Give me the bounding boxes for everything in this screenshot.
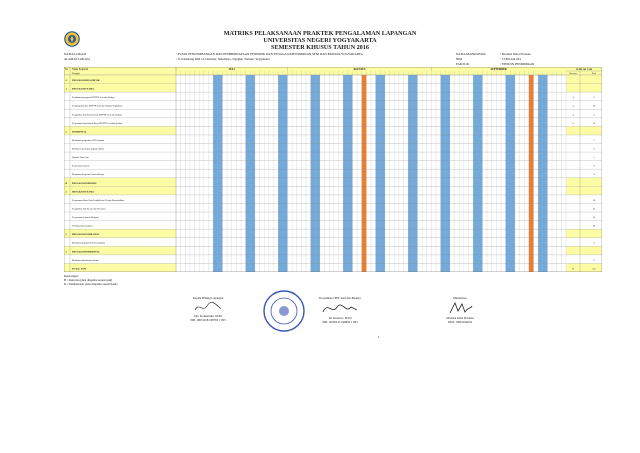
weekend-column [445,75,450,272]
row-label: Membantu pengadaan ATK kegiatan [72,139,105,142]
signature-right-name: Moduza Indra Pradana [446,316,474,321]
signature-left-role: Kepala Bidang Lapangan [192,296,224,300]
row-real: 252 [592,268,596,271]
row-real: 24 [592,208,596,211]
row-highlight-jumlah [566,75,602,84]
row-rencana: 16 [571,268,575,271]
weekend-column [380,75,385,272]
weekend-column [218,75,223,272]
signature-right-role: Mahasiswa [453,296,467,300]
row-label: Pembahasan program PPPPTK Seni dan Budaya [72,97,115,100]
holiday-column [362,75,367,272]
row-no: 2 [65,233,67,237]
info-value-location: : PUSAT PENGEMBANGAN DAN PEMBERDAYAAN PENDIDIK DAN TENAGA KEPENDIDIKAN SENI DAN BUDAYA YOGYAKARTA [176,52,363,56]
row-label: PROGRAM KELOMPOK [72,78,100,82]
info-right-labels [456,52,486,68]
row-rencana: 4 [572,97,574,100]
info-value-faculty: : FIPJKSN PENDIDIKAN [500,62,535,67]
weekend-column [441,75,446,272]
weekend-column [283,75,288,272]
university-logo [64,31,80,47]
header-real: Real [591,73,597,76]
info-label-nim: NIM [456,57,463,62]
info-value-nim: : 13 801244 034 [500,57,521,62]
table-border [64,67,602,272]
weekend-column [348,75,353,272]
weekend-column [315,75,320,272]
row-label: PROGRAM INDIVIDU [72,181,97,185]
row-real: 8 [593,165,595,168]
info-left-labels [64,52,90,62]
row-highlight-jumlah [566,84,602,93]
row-label: TOTAL JAM [72,267,86,271]
row-highlight-jumlah [566,186,602,195]
row-real: 4 [593,259,595,262]
row-highlight-jumlah [566,229,602,238]
signature-middle-scribble [320,301,360,315]
row-no: 1 [65,87,67,91]
row-no: B [65,181,68,185]
row-real: 30 [592,217,596,220]
signature-right [428,296,492,325]
weekend-column [311,75,316,272]
weekend-column [343,75,348,272]
row-highlight-jumlah [566,178,602,187]
weekend-column [538,75,543,272]
month-label: AGUSTUS [353,68,366,72]
row-highlight-jumlah [566,126,602,135]
weekend-column [413,75,418,272]
row-label: PROGRAM UTAMA [72,190,95,194]
row-label: Upacara Hari Guru [72,157,89,160]
signature-middle-role: Koordinator PPL Seni dan Budaya [319,296,361,300]
header-rencana: Rencana [569,73,577,76]
weekend-column [510,75,515,272]
weekend-column [278,75,283,272]
weekend-column [473,75,478,272]
header-no: No [65,68,69,72]
row-rencana: 4 [572,105,574,108]
info-label-location: NAMA LOKASI [64,52,87,56]
row-rencana: 4 [572,122,574,125]
weekend-column [478,75,483,272]
weekend-column [213,75,218,272]
row-label: Membantu kegiatan Seni Pertunjukan [72,242,105,245]
row-real: 28 [592,225,596,228]
schedule-matrix [64,67,602,272]
signature-middle [300,296,380,325]
weekend-column [246,75,251,272]
signature-middle-name: Dr. Kusnoto, M.Pd [328,316,352,321]
info-label-student: NAMA MAHASISWA [456,52,486,56]
info-right-values [500,52,534,68]
row-no: A [65,78,68,82]
row-no: 2 [65,130,67,134]
row-rencana: 4 [572,114,574,117]
row-label: Pengolahan data Satuan Kerja PPPPTK Seni dan Budaya [72,114,123,117]
weekend-column [506,75,511,272]
weekend-column [376,75,381,272]
row-label: Penyusunan laporan [72,165,90,168]
row-label: Membantu Kegiatan Lomba Budaya [72,174,104,177]
header-program: Nama Kegiatan [72,68,89,72]
row-real: 6 [593,148,595,151]
row-no: 3 [65,250,67,254]
row-real: 3 [593,157,595,160]
signature-left-nip: NIP. 19631018 198703 1 003 [190,318,226,323]
signature-right-nip: NIM. 13801244034 [448,320,472,325]
info-label-faculty: FAK/JUR [456,62,469,67]
signature-right-scribble [446,301,474,315]
signature-middle-nip: NIP. 19700415 199603 1 003 [322,320,358,325]
info-label-address: ALAMAT LOKASI [64,57,90,62]
weekend-column [250,75,255,272]
row-no: 1 [65,190,67,194]
page-number: 1 [378,335,380,339]
month-label: SEPTEMBER [490,68,507,72]
row-real: 4 [593,114,595,117]
row-label: PROGRAM UTAMA [72,87,95,91]
row-real: 36 [592,199,596,202]
row-label: Pengolahan data Sarana dan Prasarana [72,208,106,211]
info-value-student: : Moduza Indra Pradana [500,52,531,56]
row-label: PROGRAM TAMBAHAN [72,233,100,237]
holiday-column [529,75,534,272]
header-jumlah: JUMLAH JAM [575,68,593,72]
row-label: PROGRAM INSIDENTAL [72,250,100,254]
row-real: 26 [592,105,596,108]
info-left-values [176,52,363,62]
row-real: 2 [593,139,595,142]
title-line-2: UNIVERSITAS NEGERI YOGYAKARTA [263,37,377,44]
row-real: 4 [593,174,595,177]
row-label: Penyusunan Laporan Kegiatan [72,217,99,220]
signature-left [176,296,240,323]
row-label: Penyusunan data Satuan Kerja PPPPTK Seni dan Budaya [72,122,123,125]
notes-title: Keterangan: [64,274,79,278]
row-real: 4 [593,242,595,245]
row-label: INSIDENTAL [72,130,87,134]
row-real: 4 [593,97,595,100]
row-label: Verifikasi data kegiatan [72,225,93,228]
weekend-column [543,75,548,272]
row-label: Membantu persiapan kegiatan diklat [72,148,104,151]
signature-left-name: Drs. Komarudin, M.Pd [194,314,222,319]
title-line-3: SEMESTER KHUSUS TAHUN 2016 [271,44,369,51]
header-band [64,67,602,75]
month-label: JULI [228,68,235,72]
header-tanggal: Tanggal [72,72,80,76]
title-line-1: MATRIKS PELAKSANAAN PRAKTEK PENGALAMAN LAPANGAN [223,30,417,37]
notes [64,274,117,287]
info-value-address: : Jl. Kaliurang KM 12.5 Klidon, Sukoharjo, Ngaglik, Sleman, Yogyakarta [176,57,270,62]
row-highlight-jumlah [566,246,602,255]
signature-left-scribble [193,301,223,313]
notes-line-2: R = Pelaksanaan (data diupdate sesuai hasil) [64,282,118,287]
row-label: Membantu administrasi kantor [72,259,99,262]
row-label: Pengumpulan data PPPPTK Seni dan Budaya Yogyakarta [72,105,123,108]
notes-line-1: B = Rencana (data diupdate sesuai usul) [64,278,113,283]
row-label: Penyusunan Basis Data Pendidik dan Tenaga Kependidikan [72,199,125,202]
weekend-column [408,75,413,272]
row-real: 25 [592,122,596,125]
